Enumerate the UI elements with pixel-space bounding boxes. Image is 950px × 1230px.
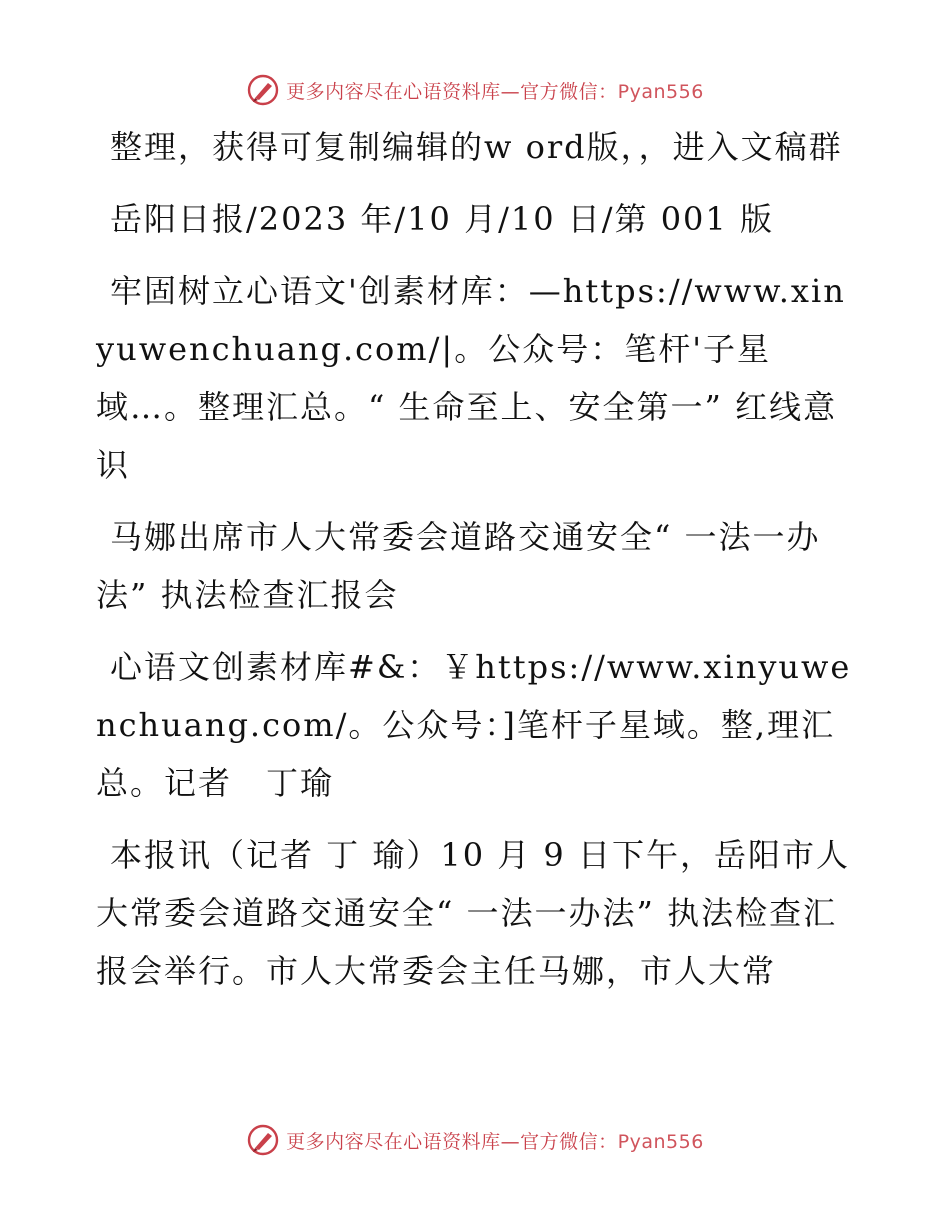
paragraph: 整理，获得可复制编辑的w ord版，，进入文稿群 [110, 128, 843, 166]
watermark-text [286, 77, 704, 104]
pen-logo-icon [246, 73, 280, 107]
paragraph: 岳阳日报/2023 年/10 月/10 日/第 001 版 [110, 200, 774, 238]
watermark-wechat: Pyan556 [617, 80, 704, 103]
pen-logo-icon [246, 1123, 280, 1157]
watermark-slogan: 更多内容尽在心语资料库—官方微信： [286, 1130, 618, 1153]
paragraph: 牢固树立心语文'创素材库：—https://www.xinyuwenchuang.com/|。公众号：笔杆'子星域…。整理汇总。“ 生命至上、安全第一” 红线意识 [96, 272, 846, 484]
paragraph: 本报讯（记者 丁 瑜）10 月 9 日下午，岳阳市人大常委会道路交通安全“ 一法一办法” 执法检查汇报会举行。市人大常委会主任马娜，市人大常 [96, 836, 850, 990]
document-body [96, 118, 856, 1014]
header-watermark [0, 70, 950, 110]
watermark-slogan: 更多内容尽在心语资料库—官方微信： [286, 80, 618, 103]
footer-watermark [0, 1120, 950, 1160]
watermark-wechat: Pyan556 [617, 1130, 704, 1153]
paragraph: 马娜出席市人大常委会道路交通安全“ 一法一办法” 执法检查汇报会 [96, 518, 821, 614]
watermark-text [286, 1127, 704, 1154]
paragraph: 心语文创素材库#&：￥https://www.xinyuwenchuang.com/。公众号：]笔杆子星域。整,理汇总。记者 丁瑜 [96, 648, 852, 802]
